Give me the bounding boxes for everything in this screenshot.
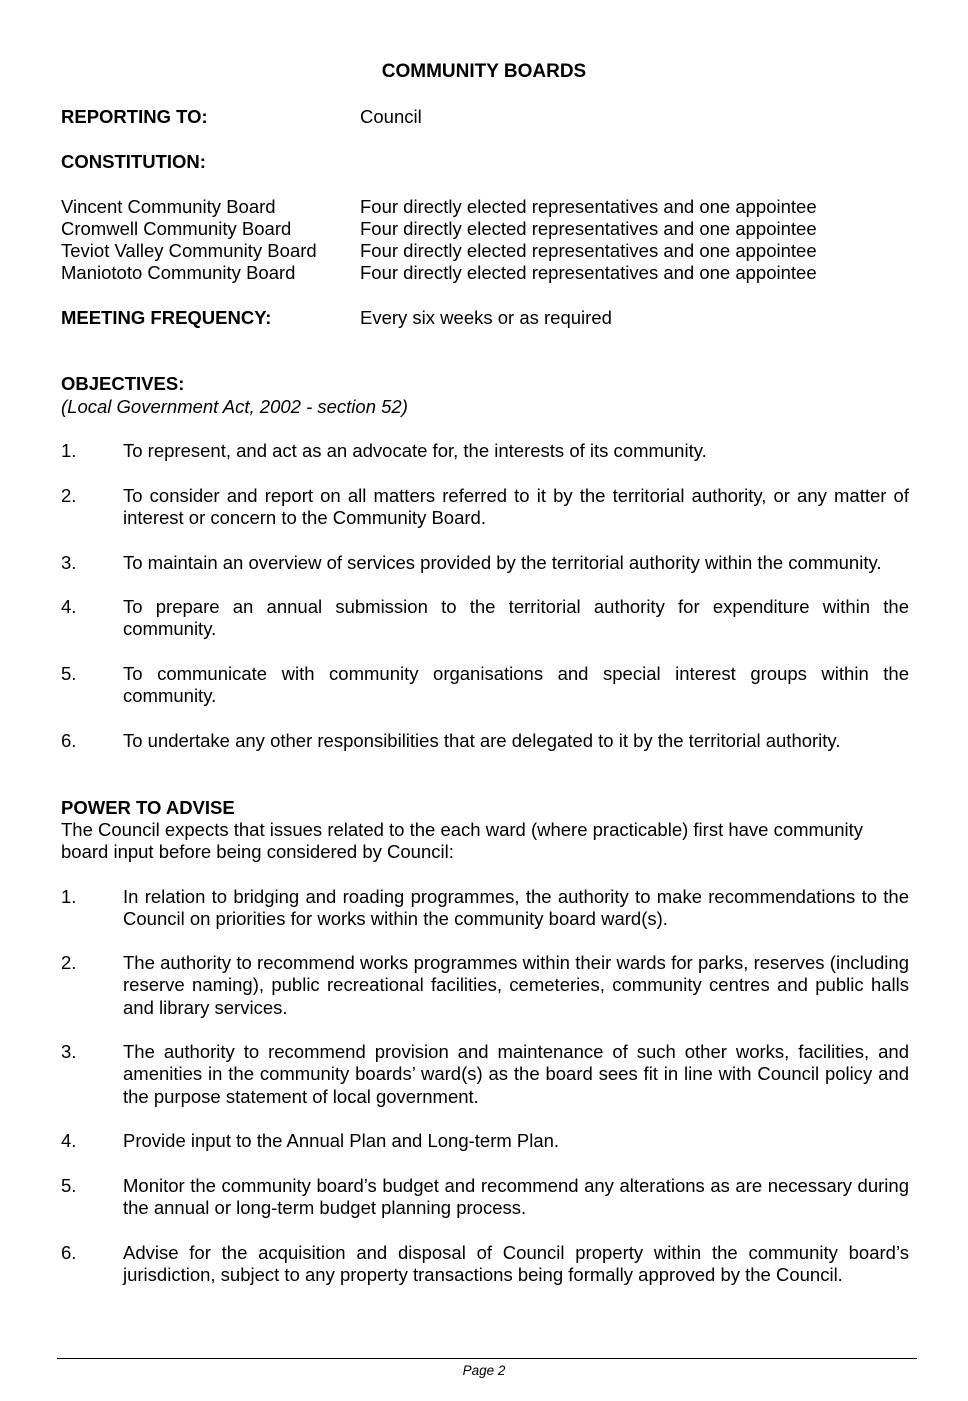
board-composition: Four directly elected representatives and one appointee — [360, 240, 817, 261]
item-text: To prepare an annual submission to the territorial authority for expenditure within the community. — [123, 596, 909, 640]
item-text: To maintain an overview of services provided by the territorial authority within the community. — [123, 552, 882, 573]
page-number: Page 2 — [462, 1363, 506, 1378]
page-title: COMMUNITY BOARDS — [381, 61, 587, 82]
item-text: The authority to recommend works programmes within their wards for parks, reserves (including reserve naming), public recreational facilities, cemeteries, community centres and public halls and library services. — [123, 952, 909, 1018]
item-text: To undertake any other responsibilities that are delegated to it by the territorial authority. — [123, 730, 841, 751]
item-number: 3. — [61, 552, 77, 573]
reporting-label: REPORTING TO: — [61, 106, 208, 127]
item-text: To communicate with community organisations and special interest groups within the community. — [123, 663, 909, 707]
item-number: 4. — [61, 596, 77, 617]
item-number: 2. — [61, 952, 77, 973]
power-intro: The Council expects that issues related to the each ward (where practicable) first have community board input before being considered by Council: — [61, 819, 864, 863]
item-number: 5. — [61, 1175, 77, 1196]
objectives-source: (Local Government Act, 2002 - section 52) — [61, 396, 408, 417]
footer-divider — [57, 1358, 917, 1359]
reporting-value: Council — [360, 106, 422, 127]
item-number: 6. — [61, 730, 77, 751]
board-composition: Four directly elected representatives and one appointee — [360, 262, 817, 283]
item-number: 3. — [61, 1041, 77, 1062]
board-name: Maniototo Community Board — [61, 262, 296, 283]
board-name: Cromwell Community Board — [61, 218, 292, 239]
item-number: 5. — [61, 663, 77, 684]
item-text: Monitor the community board’s budget and recommend any alterations as are necessary during the annual or long-term budget planning process. — [123, 1175, 909, 1219]
board-composition: Four directly elected representatives and one appointee — [360, 218, 817, 239]
board-name: Vincent Community Board — [61, 196, 276, 217]
board-name: Teviot Valley Community Board — [61, 240, 317, 261]
item-number: 6. — [61, 1242, 77, 1263]
item-number: 2. — [61, 485, 77, 506]
item-number: 4. — [61, 1130, 77, 1151]
item-text: Provide input to the Annual Plan and Long-term Plan. — [123, 1130, 560, 1151]
item-text: The authority to recommend provision and maintenance of such other works, facilities, and amenities in the community boards’ ward(s) as the board sees fit in line with Council policy and the purpose statement of local government. — [123, 1041, 909, 1107]
objectives-heading: OBJECTIVES: — [61, 373, 185, 394]
item-text: To represent, and act as an advocate for, the interests of its community. — [123, 440, 707, 461]
power-heading: POWER TO ADVISE — [61, 797, 235, 818]
meeting-frequency-value: Every six weeks or as required — [360, 307, 612, 328]
board-composition: Four directly elected representatives and one appointee — [360, 196, 817, 217]
item-number: 1. — [61, 886, 77, 907]
item-number: 1. — [61, 440, 77, 461]
constitution-label: CONSTITUTION: — [61, 151, 206, 172]
meeting-frequency-label: MEETING FREQUENCY: — [61, 307, 272, 328]
item-text: In relation to bridging and roading programmes, the authority to make recommendations to the Council on priorities for works within the community board ward(s). — [123, 886, 909, 930]
item-text: Advise for the acquisition and disposal of Council property within the community board’s jurisdiction, subject to any property transactions being formally approved by the Council. — [123, 1242, 909, 1286]
item-text: To consider and report on all matters referred to it by the territorial authority, or any matter of interest or concern to the Community Board. — [123, 485, 909, 529]
